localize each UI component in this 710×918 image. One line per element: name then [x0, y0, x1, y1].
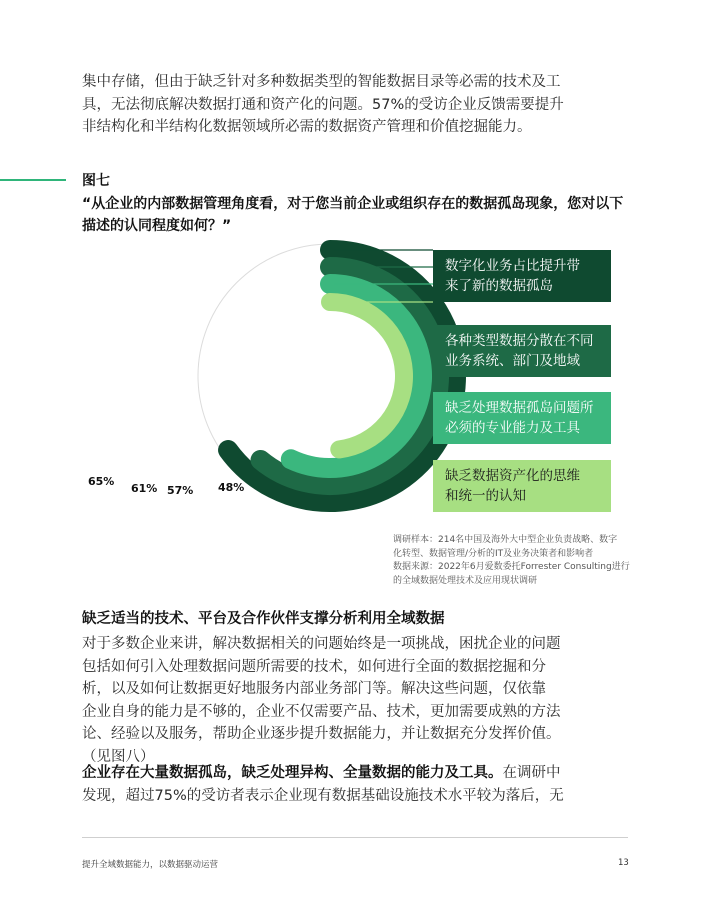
- legend-item: [433, 250, 611, 302]
- legend-text: 来了新的数据孤岛: [445, 278, 553, 294]
- figure-label: 图七: [82, 173, 110, 189]
- section-heading: 缺乏适当的技术、平台及合作伙伴支撑分析利用全域数据: [82, 611, 445, 627]
- paragraph-line: 发现，超过75%的受访者表示企业现有数据基础设施技术水平较为落后，无: [82, 787, 564, 804]
- value-label: 48%: [218, 481, 245, 494]
- legend-text: 业务系统、部门及地域: [445, 353, 580, 369]
- legend-item: [433, 392, 611, 444]
- note-line: 的全域数据处理技术及应用现状调研: [393, 575, 538, 586]
- section-paragraph: [82, 633, 561, 768]
- note-line: 数据来源：2022年6月爱数委托Forrester Consulting进行: [393, 562, 630, 572]
- value-label: 65%: [88, 475, 115, 488]
- paragraph-line: 对于多数企业来讲，解决数据相关的问题始终是一项挑战，困扰企业的问题: [82, 636, 561, 652]
- figure-title-line: 描述的认同程度如何？”: [82, 218, 232, 234]
- value-label: 61%: [131, 482, 158, 495]
- paragraph-line: 包括如何引入处理数据问题所需要的技术，如何进行全面的数据挖掘和分: [82, 658, 546, 675]
- legend-item: [433, 460, 611, 512]
- legend-text: 缺乏数据资产化的思维: [445, 468, 580, 484]
- finding-bold: 企业存在大量数据孤岛，缺乏处理异构、全量数据的能力及工具。: [82, 765, 503, 781]
- finding-text: 在调研中: [502, 765, 561, 781]
- page-number: 13: [618, 858, 629, 868]
- legend-text: 数字化业务占比提升带: [445, 258, 580, 274]
- intro-line: 非结构化和半结构化数据领域所必需的数据资产管理和价值挖掘能力。: [82, 119, 532, 135]
- source-note: [393, 534, 633, 588]
- paragraph-line: 论、经验以及服务，帮助企业逐步提升数据能力，并让数据充分发挥价值。: [82, 726, 561, 742]
- legend-text: 缺乏处理数据孤岛问题所: [445, 400, 594, 416]
- note-line: 调研样本：214名中国及海外大中型企业负责战略、数字: [393, 535, 618, 545]
- paragraph-line: [82, 762, 564, 785]
- finding-paragraph: [82, 762, 564, 807]
- note-line: 化转型、数据管理/分析的IT及业务决策者和影响者: [393, 548, 594, 559]
- value-label: 57%: [167, 484, 194, 497]
- legend-text: 必须的专业能力及工具: [445, 420, 580, 436]
- intro-line: 具，无法彻底解决数据打通和资产化的问题。57%的受访企业反馈需要提升: [82, 96, 564, 113]
- legend-item: [433, 325, 611, 377]
- intro-line: 集中存储，但由于缺乏针对多种数据类型的智能数据目录等必需的技术及工: [82, 74, 561, 90]
- radial-bar-4: [330, 302, 404, 449]
- legend-text: 和统一的认知: [445, 488, 526, 504]
- paragraph-line: 企业自身的能力是不够的，企业不仅需要产品、技术，更加需要成熟的方法: [82, 703, 561, 720]
- paragraph-line: （见图八）: [82, 748, 155, 765]
- footer-title: 提升全域数据能力，以数据驱动运营: [82, 860, 219, 870]
- paragraph-line: 析，以及如何让数据更好地服务内部业务部门等。解决这些问题，仅依靠: [82, 681, 546, 697]
- figure-title-line: “从企业的内部数据管理角度看，对于您当前企业或组织存在的数据孤岛现象，您对以下: [82, 196, 624, 212]
- legend-text: 各种类型数据分散在不同: [445, 333, 594, 349]
- footer-divider: [82, 837, 628, 838]
